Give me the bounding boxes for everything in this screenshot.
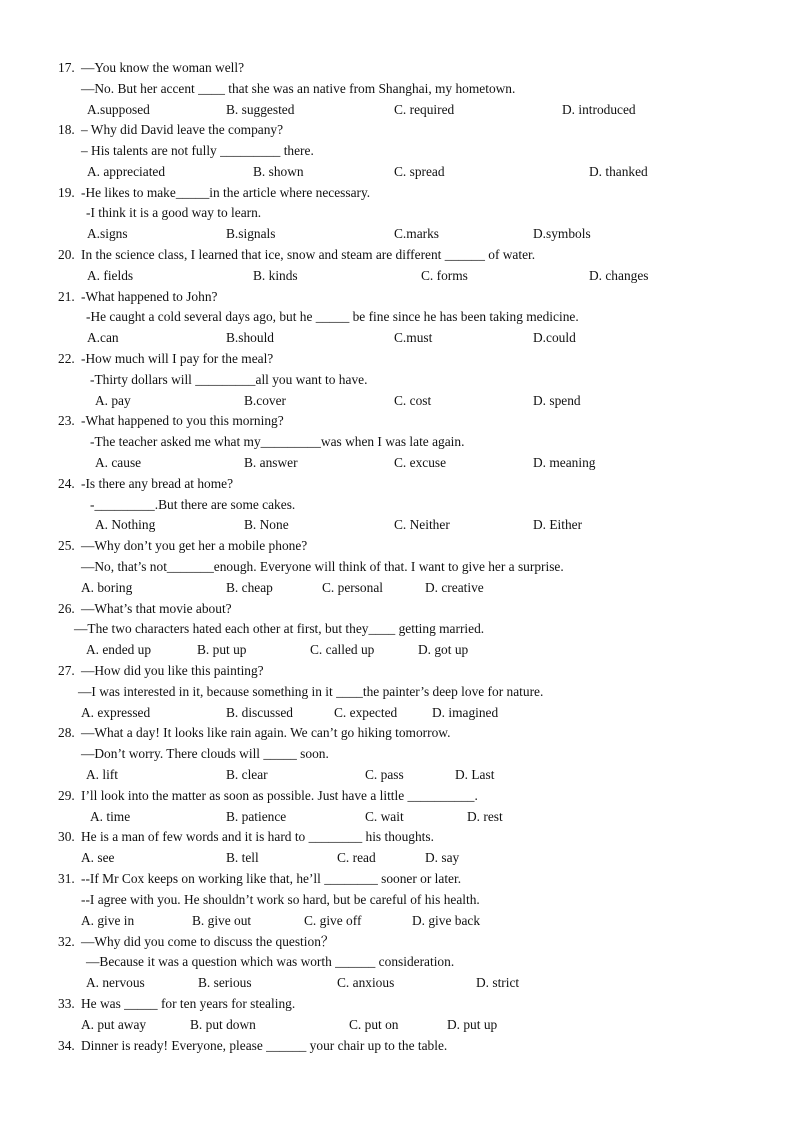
q18-option-c: C. spread (394, 164, 445, 179)
q22-option-a: A. pay (95, 393, 131, 408)
q27-option-c: C. expected (334, 705, 398, 720)
question-33-line-1: He was _____ for ten years for stealing. (81, 996, 296, 1011)
q29-option-c: C. wait (365, 809, 404, 824)
q30-option-d: D. say (425, 850, 460, 865)
q18-option-d: D. thanked (589, 164, 648, 179)
q33-option-c: C. put on (349, 1017, 399, 1032)
q24-option-b: B. None (244, 517, 289, 532)
question-19-number: 19. (58, 185, 75, 200)
question-26-line-1: —What’s that movie about? (81, 601, 232, 616)
question-23-line-2: -The teacher asked me what my_________was when I was late again. (90, 434, 465, 449)
q26-option-d: D. got up (418, 642, 469, 657)
question-29-line-1: I’ll look into the matter as soon as possible. Just have a little __________. (81, 788, 478, 803)
question-20-number: 20. (58, 247, 75, 262)
q27-option-d: D. imagined (432, 705, 499, 720)
q33-option-d: D. put up (447, 1017, 498, 1032)
question-17-line-2: —No. But her accent ____ that she was an native from Shanghai, my hometown. (81, 81, 516, 96)
question-30-line-1: He is a man of few words and it is hard to ________ his thoughts. (81, 829, 434, 844)
q30-option-c: C. read (337, 850, 376, 865)
q17-option-b: B. suggested (226, 102, 295, 117)
q20-option-a: A. fields (87, 268, 134, 283)
question-25-line-2: —No, that’s not_______enough. Everyone will think of that. I want to give her a surprise. (81, 559, 564, 574)
q25-option-d: D. creative (425, 580, 484, 595)
question-24-line-2: -_________.But there are some cakes. (90, 497, 296, 512)
question-34-line-1: Dinner is ready! Everyone, please ______ your chair up to the table. (81, 1038, 448, 1053)
q20-option-c: C. forms (421, 268, 468, 283)
q24-option-a: A. Nothing (95, 517, 156, 532)
question-30-number: 30. (58, 829, 75, 844)
question-31-line-1: --If Mr Cox keeps on working like that, he’ll ________ sooner or later. (81, 871, 462, 886)
q32-option-c: C. anxious (337, 975, 395, 990)
q25-option-b: B. cheap (226, 580, 273, 595)
question-21-number: 21. (58, 289, 75, 304)
question-18-line-1: – Why did David leave the company? (81, 122, 284, 137)
question-21-line-2: -He caught a cold several days ago, but he _____ be fine since he has been taking medicine. (86, 309, 579, 324)
question-32-line-1: —Why did you come to discuss the question？ (81, 934, 335, 949)
question-31-number: 31. (58, 871, 75, 886)
q28-option-d: D. Last (455, 767, 495, 782)
q32-option-d: D. strict (476, 975, 520, 990)
question-28-line-2: —Don’t worry. There clouds will _____ soon. (81, 746, 329, 761)
question-23-line-1: -What happened to you this morning? (81, 413, 284, 428)
q24-option-c: C. Neither (394, 517, 450, 532)
question-22-line-1: -How much will I pay for the meal? (81, 351, 274, 366)
question-28-number: 28. (58, 725, 75, 740)
q32-option-b: B. serious (198, 975, 252, 990)
q29-option-b: B. patience (226, 809, 287, 824)
question-17-line-1: —You know the woman well? (81, 60, 245, 75)
q23-option-c: C. excuse (394, 455, 447, 470)
question-34-number: 34. (58, 1038, 75, 1053)
q19-option-b: B.signals (226, 226, 276, 241)
q31-option-d: D. give back (412, 913, 481, 928)
question-31-line-2: --I agree with you. He shouldn’t work so hard, but be careful of his health. (81, 892, 480, 907)
q22-option-b: B.cover (244, 393, 287, 408)
q23-option-d: D. meaning (533, 455, 596, 470)
q26-option-b: B. put up (197, 642, 247, 657)
q18-option-a: A. appreciated (87, 164, 166, 179)
question-27-line-2: —I was interested in it, because something in it ____the painter’s deep love for nature. (78, 684, 544, 699)
q22-option-d: D. spend (533, 393, 581, 408)
question-20-line-1: In the science class, I learned that ice, snow and steam are different ______ of water. (81, 247, 536, 262)
question-17-number: 17. (58, 60, 75, 75)
question-24-line-1: -Is there any bread at home? (81, 476, 234, 491)
question-22-number: 22. (58, 351, 75, 366)
q32-option-a: A. nervous (86, 975, 145, 990)
q19-option-c: C.marks (394, 226, 440, 241)
q31-option-c: C. give off (304, 913, 362, 928)
q25-option-c: C. personal (322, 580, 383, 595)
q26-option-c: C. called up (310, 642, 375, 657)
question-25-line-1: —Why don’t you get her a mobile phone? (81, 538, 308, 553)
q17-option-c: C. required (394, 102, 455, 117)
q20-option-b: B. kinds (253, 268, 298, 283)
q25-option-a: A. boring (81, 580, 133, 595)
q18-option-b: B. shown (253, 164, 304, 179)
question-32-number: 32. (58, 934, 75, 949)
q28-option-c: C. pass (365, 767, 404, 782)
q29-option-a: A. time (90, 809, 131, 824)
question-23-number: 23. (58, 413, 75, 428)
q20-option-d: D. changes (589, 268, 649, 283)
q24-option-d: D. Either (533, 517, 583, 532)
question-33-number: 33. (58, 996, 75, 1011)
q31-option-a: A. give in (81, 913, 135, 928)
q17-option-d: D. introduced (562, 102, 636, 117)
question-27-number: 27. (58, 663, 75, 678)
question-25-number: 25. (58, 538, 75, 553)
question-27-line-1: —How did you like this painting? (81, 663, 264, 678)
question-29-number: 29. (58, 788, 75, 803)
question-24-number: 24. (58, 476, 75, 491)
q19-option-a: A.signs (87, 226, 128, 241)
q19-option-d: D.symbols (533, 226, 591, 241)
q23-option-a: A. cause (95, 455, 142, 470)
question-18-number: 18. (58, 122, 75, 137)
q27-option-a: A. expressed (81, 705, 151, 720)
question-32-line-2: —Because it was a question which was worth ______ consideration. (86, 954, 455, 969)
question-28-line-1: —What a day! It looks like rain again. We can’t go hiking tomorrow. (81, 725, 451, 740)
q30-option-b: B. tell (226, 850, 259, 865)
question-21-line-1: -What happened to John? (81, 289, 218, 304)
q21-option-c: C.must (394, 330, 433, 345)
q21-option-b: B.should (226, 330, 274, 345)
question-19-line-1: -He likes to make_____in the article where necessary. (81, 185, 371, 200)
q33-option-b: B. put down (190, 1017, 256, 1032)
q27-option-b: B. discussed (226, 705, 293, 720)
question-26-number: 26. (58, 601, 75, 616)
q17-option-a: A.supposed (87, 102, 150, 117)
question-19-line-2: -I think it is a good way to learn. (86, 205, 262, 220)
q28-option-b: B. clear (226, 767, 268, 782)
q30-option-a: A. see (81, 850, 115, 865)
q31-option-b: B. give out (192, 913, 252, 928)
q23-option-b: B. answer (244, 455, 298, 470)
question-22-line-2: -Thirty dollars will _________all you want to have. (90, 372, 368, 387)
q21-option-a: A.can (87, 330, 119, 345)
q33-option-a: A. put away (81, 1017, 147, 1032)
q22-option-c: C. cost (394, 393, 432, 408)
q29-option-d: D. rest (467, 809, 503, 824)
question-26-line-2: —The two characters hated each other at first, but they____ getting married. (74, 621, 485, 636)
q28-option-a: A. lift (86, 767, 118, 782)
q26-option-a: A. ended up (86, 642, 152, 657)
question-18-line-2: – His talents are not fully _________ there. (81, 143, 314, 158)
q21-option-d: D.could (533, 330, 576, 345)
